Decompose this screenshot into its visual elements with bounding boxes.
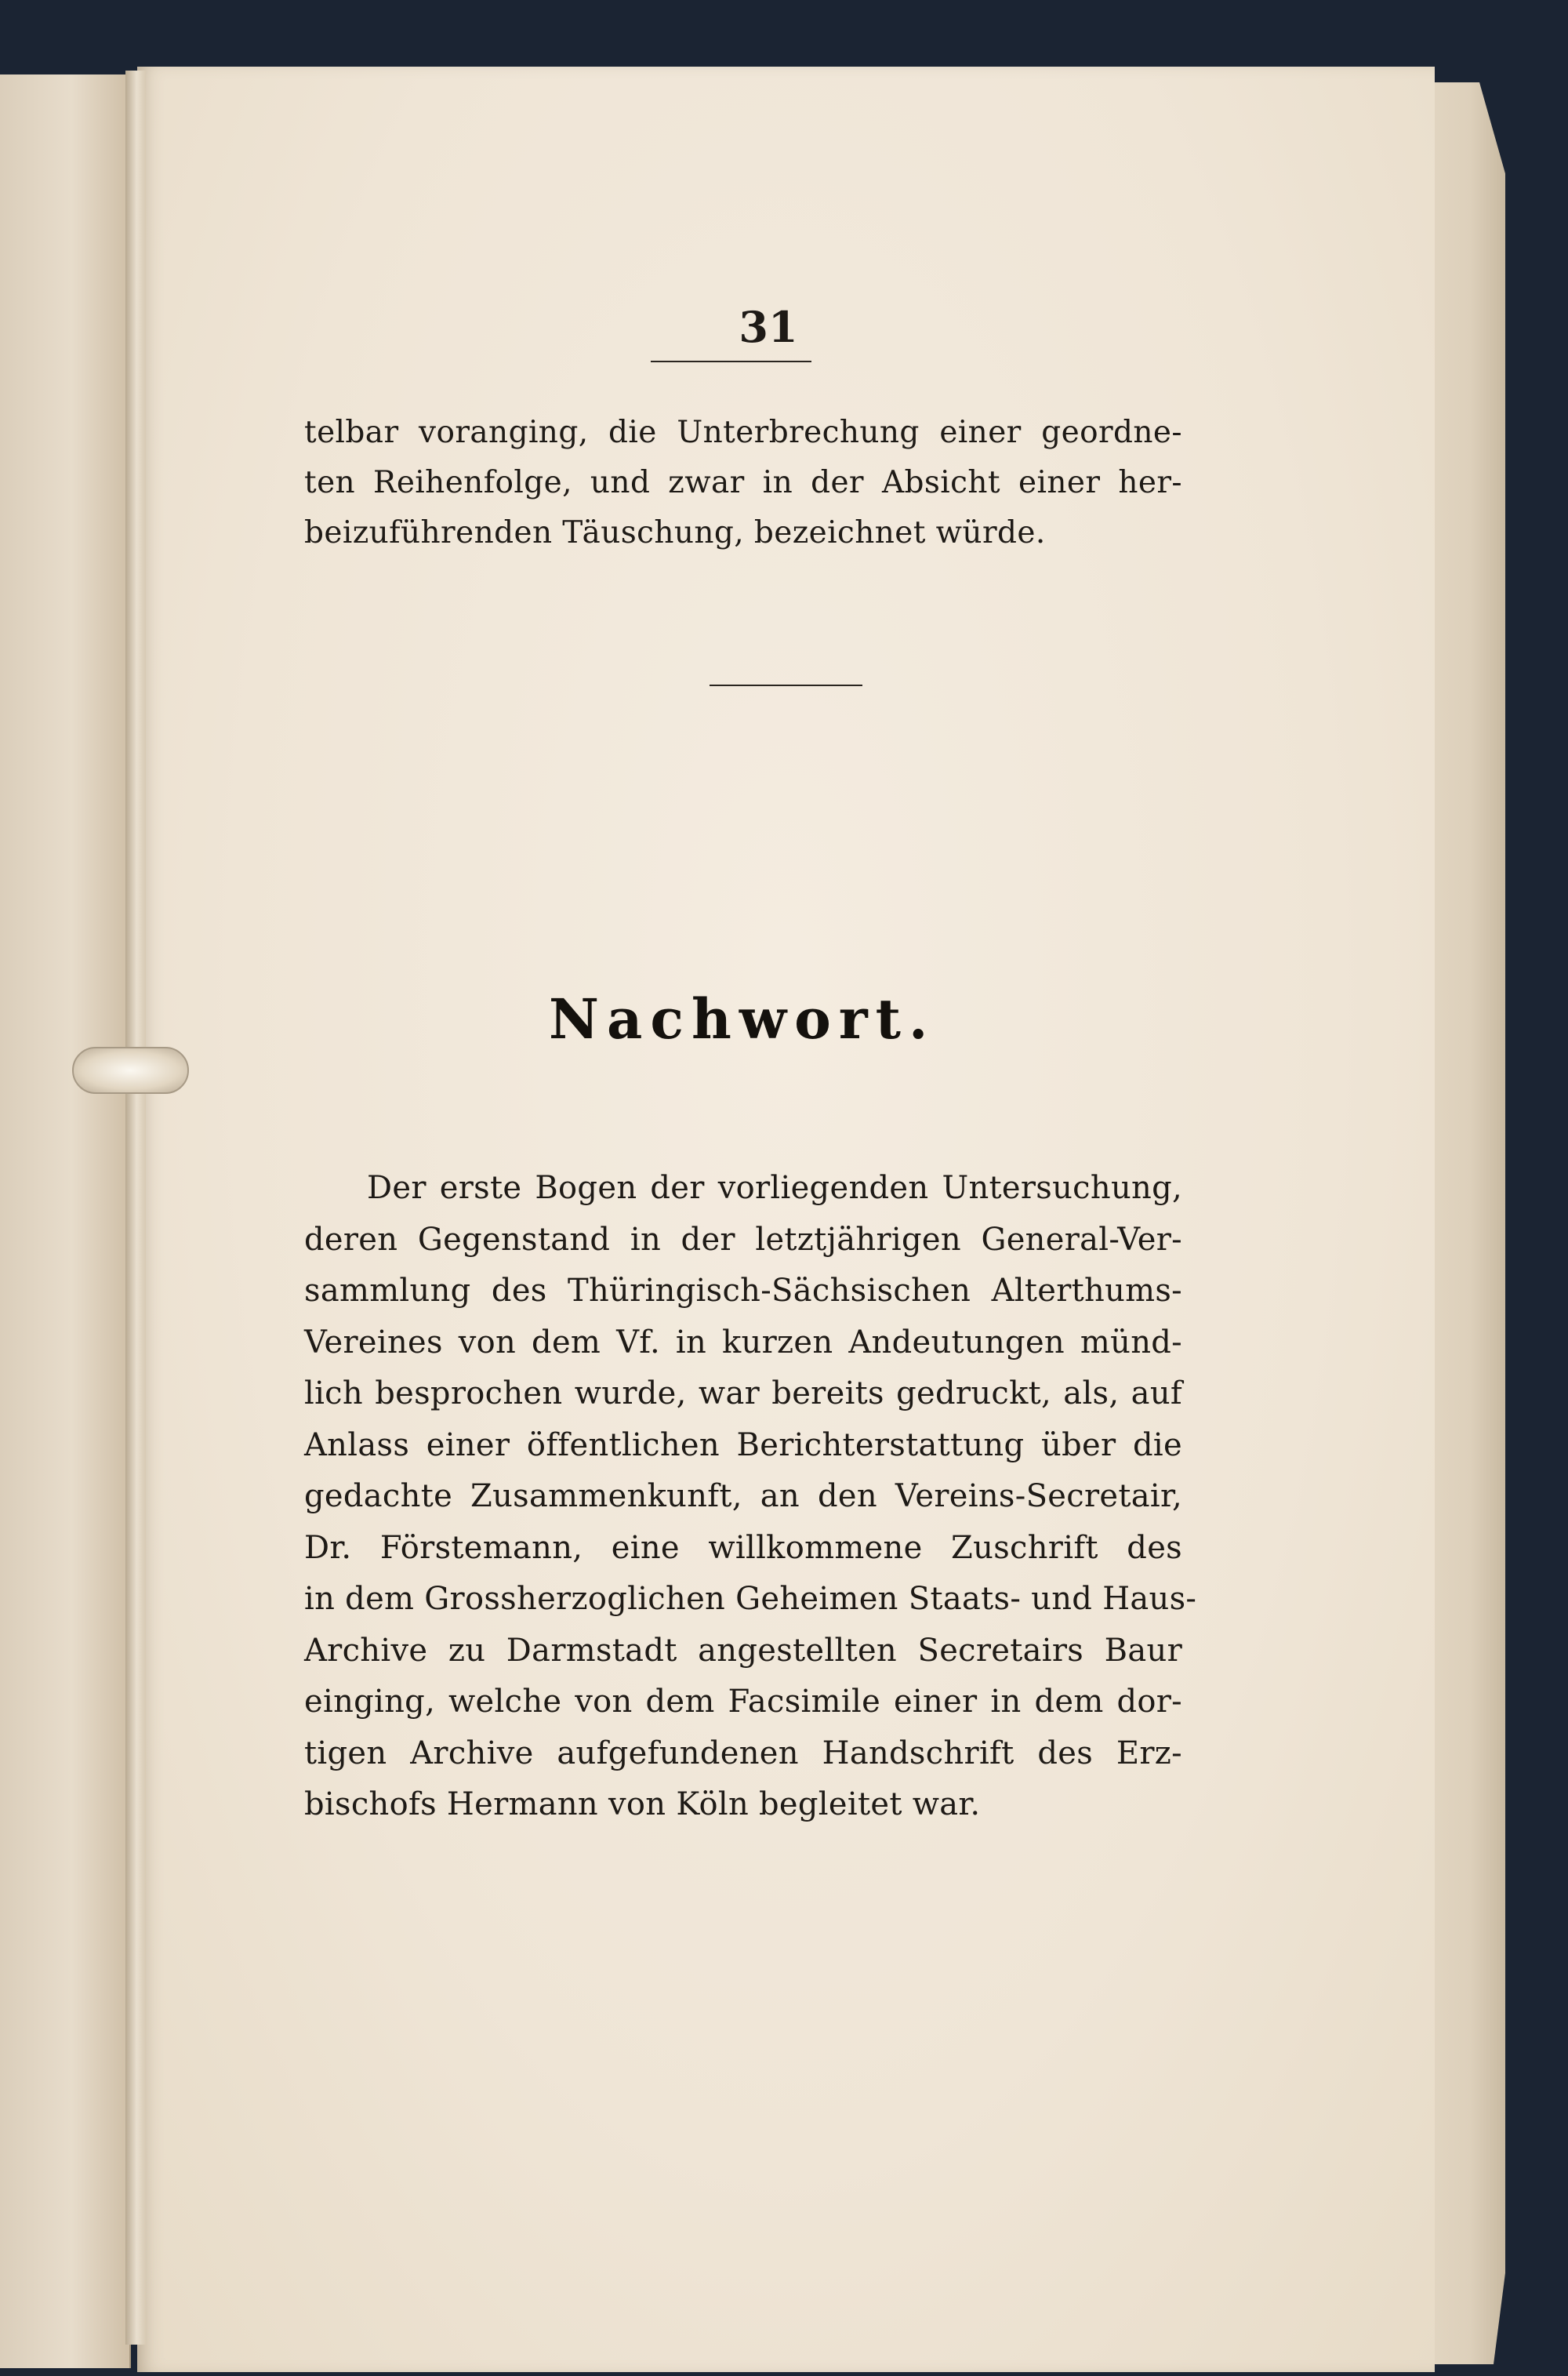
text-line: einging, welche von dem Facsimile einer in dem dor- <box>304 1684 1182 1720</box>
continuation-paragraph <box>304 408 1182 558</box>
book-gutter <box>125 71 146 2345</box>
header-rule <box>651 361 811 362</box>
text-line: lich besprochen wurde, war bereits gedruckt, als, auf <box>304 1375 1182 1411</box>
text-line: Der erste Bogen der vorliegenden Untersuchung, <box>367 1170 1182 1206</box>
text-line: deren Gegenstand in der letztjährigen General-Ver- <box>304 1221 1182 1258</box>
facing-page-edge <box>0 74 131 2368</box>
text-line: gedachte Zusammenkunft, an den Vereins-Secretair, <box>304 1478 1182 1514</box>
text-line: telbar voranging, die Unterbrechung einer geordne- <box>304 415 1182 450</box>
text-line: Vereines von dem Vf. in kurzen Andeutungen münd- <box>304 1324 1182 1361</box>
section-heading: Nachwort. <box>549 986 936 1052</box>
section-divider <box>710 685 862 686</box>
text-line: Archive zu Darmstadt angestellten Secretairs Baur <box>304 1632 1182 1669</box>
text-line: in dem Grossherzoglichen Geheimen Staats- und Haus- <box>304 1581 1197 1617</box>
text-line: ten Reihenfolge, und zwar in der Absicht einer her- <box>304 465 1182 500</box>
text-line: Anlass einer öffentlichen Berichterstattung über die <box>304 1426 1182 1463</box>
text-line: Dr. Förstemann, eine willkommene Zuschrift des <box>304 1529 1182 1566</box>
binding-tab <box>72 1047 189 1094</box>
text-line: sammlung des Thüringisch-Sächsischen Alterthums- <box>304 1273 1182 1309</box>
text-line: bischofs Hermann von Köln begleitet war. <box>304 1786 981 1822</box>
page-number: 31 <box>739 302 798 352</box>
text-line: beizuführenden Täuschung, bezeichnet würde. <box>304 515 1046 550</box>
nachwort-paragraph <box>304 1163 1197 1831</box>
text-line: tigen Archive aufgefundenen Handschrift des Erz- <box>304 1735 1182 1771</box>
